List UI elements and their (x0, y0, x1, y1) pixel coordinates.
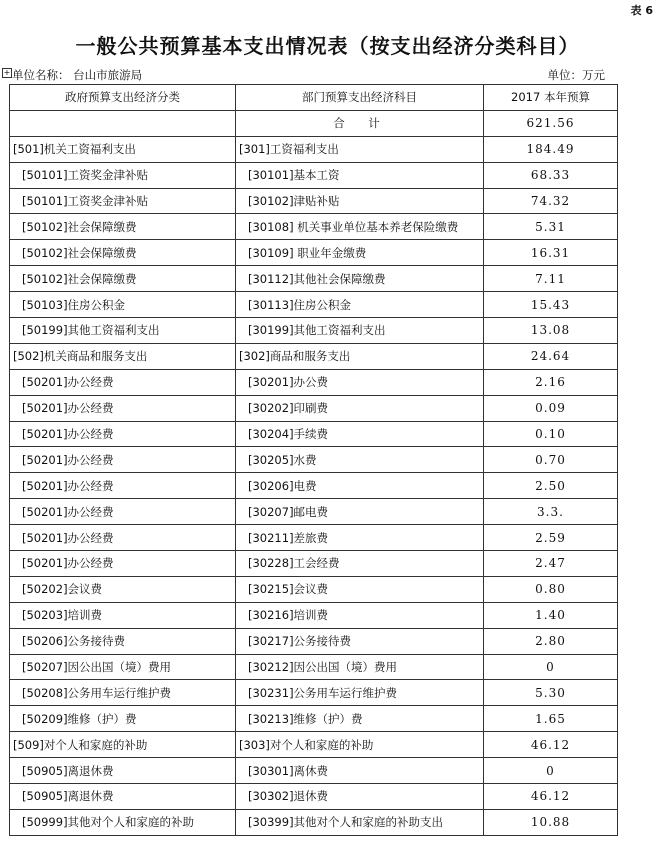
header-dept-subject: 部门预算支出经济科目 (236, 85, 484, 111)
dept-subject-cell: [30207]邮电费 (236, 499, 484, 525)
gov-class-cell: [50103]住房公积金 (10, 292, 236, 318)
budget-value-cell: 16.31 (484, 240, 618, 266)
dept-subject-cell: [30101]基本工资 (236, 162, 484, 188)
gov-class-cell: [50101]工资奖金津补贴 (10, 162, 236, 188)
dept-subject-cell: [30231]公务用车运行维护费 (236, 680, 484, 706)
table-row (10, 602, 618, 628)
table-row (10, 318, 618, 344)
dept-subject-cell: [30112]其他社会保障缴费 (236, 266, 484, 292)
dept-subject-cell: [30102]津贴补贴 (236, 188, 484, 214)
table-row (10, 473, 618, 499)
table-row (10, 784, 618, 810)
header-budget-2017: 2017 本年预算 (484, 85, 618, 111)
gov-class-cell: [50101]工资奖金津补贴 (10, 188, 236, 214)
dept-subject-cell: [30301]离休费 (236, 758, 484, 784)
dept-subject-cell: [30113]住房公积金 (236, 292, 484, 318)
dept-subject-cell: [301]工资福利支出 (236, 136, 484, 162)
table-row (10, 343, 618, 369)
dept-subject-cell: [30202]印刷费 (236, 395, 484, 421)
table-row (10, 576, 618, 602)
gov-class-cell: [50201]办公经费 (10, 421, 236, 447)
budget-value-cell: 2.80 (484, 628, 618, 654)
dept-subject-cell: [30201]办公费 (236, 369, 484, 395)
table-row (10, 136, 618, 162)
gov-class-cell: [50905]离退休费 (10, 758, 236, 784)
unit-name-value: 台山市旅游局 (73, 68, 143, 82)
dept-subject-cell: [30228]工会经费 (236, 551, 484, 577)
budget-table (9, 84, 618, 836)
table-row (10, 266, 618, 292)
gov-class-cell: [50905]离退休费 (10, 784, 236, 810)
budget-value-cell: 184.49 (484, 136, 618, 162)
table-row (10, 214, 618, 240)
budget-value-cell: 68.33 (484, 162, 618, 188)
budget-value-cell: 2.16 (484, 369, 618, 395)
currency-unit: 单位：万元 (547, 68, 605, 82)
page-title: 一般公共预算基本支出情况表（按支出经济分类科目） (75, 34, 580, 58)
gov-class-cell: [50199]其他工资福利支出 (10, 318, 236, 344)
table-row (10, 421, 618, 447)
budget-value-cell: 1.65 (484, 706, 618, 732)
table-row (10, 188, 618, 214)
budget-value-cell: 46.12 (484, 784, 618, 810)
budget-value-cell: 2.59 (484, 525, 618, 551)
dept-subject-cell: [30217]公务接待费 (236, 628, 484, 654)
budget-value-cell: 15.43 (484, 292, 618, 318)
gov-class-cell: [50202]会议费 (10, 576, 236, 602)
table-row (10, 809, 618, 835)
dept-subject-cell: [30213]维修（护）费 (236, 706, 484, 732)
total-empty-cell (10, 110, 236, 136)
dept-subject-cell: [30206]电费 (236, 473, 484, 499)
gov-class-cell: [50201]办公经费 (10, 473, 236, 499)
gov-class-cell: [50201]办公经费 (10, 525, 236, 551)
budget-value-cell: 2.47 (484, 551, 618, 577)
dept-subject-cell: [303]对个人和家庭的补助 (236, 732, 484, 758)
table-row (10, 525, 618, 551)
budget-value-cell: 5.30 (484, 680, 618, 706)
gov-class-cell: [50209]维修（护）费 (10, 706, 236, 732)
gov-class-cell: [50102]社会保障缴费 (10, 240, 236, 266)
table-number-tag: 表 6 (630, 4, 653, 17)
budget-value-cell: 74.32 (484, 188, 618, 214)
table-row (10, 447, 618, 473)
total-value: 621.56 (484, 110, 618, 136)
table-row (10, 732, 618, 758)
gov-class-cell: [502]机关商品和服务支出 (10, 343, 236, 369)
budget-value-cell: 0.80 (484, 576, 618, 602)
total-label: 合 计 (236, 110, 484, 136)
table-row (10, 680, 618, 706)
dept-subject-cell: [30399]其他对个人和家庭的补助支出 (236, 809, 484, 835)
budget-value-cell: 7.11 (484, 266, 618, 292)
header-gov-class: 政府预算支出经济分类 (10, 85, 236, 111)
table-row (10, 758, 618, 784)
dept-subject-cell: [30204]手续费 (236, 421, 484, 447)
gov-class-cell: [50201]办公经费 (10, 369, 236, 395)
budget-value-cell: 0.10 (484, 421, 618, 447)
table-row (10, 369, 618, 395)
gov-class-cell: [509]对个人和家庭的补助 (10, 732, 236, 758)
dept-subject-cell: [30205]水费 (236, 447, 484, 473)
dept-subject-cell: [30199]其他工资福利支出 (236, 318, 484, 344)
dept-subject-cell: [30212]因公出国（境）费用 (236, 654, 484, 680)
gov-class-cell: [50201]办公经费 (10, 447, 236, 473)
gov-class-cell: [50201]办公经费 (10, 551, 236, 577)
budget-value-cell: 13.08 (484, 318, 618, 344)
budget-value-cell: 46.12 (484, 732, 618, 758)
gov-class-cell: [50208]公务用车运行维护费 (10, 680, 236, 706)
unit-name-label: 单位名称： (12, 68, 70, 82)
table-row (10, 654, 618, 680)
total-row (10, 110, 618, 136)
dept-subject-cell: [30302]退休费 (236, 784, 484, 810)
gov-class-cell: [50206]公务接待费 (10, 628, 236, 654)
table-row (10, 628, 618, 654)
table-row (10, 551, 618, 577)
gov-class-cell: [50207]因公出国（境）费用 (10, 654, 236, 680)
budget-value-cell: 0.09 (484, 395, 618, 421)
table-row (10, 292, 618, 318)
dept-subject-cell: [30108] 机关事业单位基本养老保险缴费 (236, 214, 484, 240)
dept-subject-cell: [30109] 职业年金缴费 (236, 240, 484, 266)
budget-value-cell: 24.64 (484, 343, 618, 369)
gov-class-cell: [501]机关工资福利支出 (10, 136, 236, 162)
table-row (10, 499, 618, 525)
unit-name-line (12, 67, 142, 83)
budget-value-cell: 0 (484, 758, 618, 784)
budget-value-cell: 3.3. (484, 499, 618, 525)
budget-value-cell: 1.40 (484, 602, 618, 628)
gov-class-cell: [50102]社会保障缴费 (10, 266, 236, 292)
dept-subject-cell: [30216]培训费 (236, 602, 484, 628)
gov-class-cell: [50201]办公经费 (10, 395, 236, 421)
budget-value-cell: 5.31 (484, 214, 618, 240)
gov-class-cell: [50102]社会保障缴费 (10, 214, 236, 240)
table-move-handle-icon[interactable]: + (3, 68, 11, 77)
table-row (10, 162, 618, 188)
gov-class-cell: [50999]其他对个人和家庭的补助 (10, 809, 236, 835)
dept-subject-cell: [30211]差旅费 (236, 525, 484, 551)
gov-class-cell: [50203]培训费 (10, 602, 236, 628)
dept-subject-cell: [302]商品和服务支出 (236, 343, 484, 369)
budget-value-cell: 2.50 (484, 473, 618, 499)
table-row (10, 395, 618, 421)
gov-class-cell: [50201]办公经费 (10, 499, 236, 525)
budget-value-cell: 10.88 (484, 809, 618, 835)
budget-value-cell: 0.70 (484, 447, 618, 473)
dept-subject-cell: [30215]会议费 (236, 576, 484, 602)
table-row (10, 706, 618, 732)
table-row (10, 240, 618, 266)
budget-value-cell: 0 (484, 654, 618, 680)
table-header-row (10, 85, 618, 111)
